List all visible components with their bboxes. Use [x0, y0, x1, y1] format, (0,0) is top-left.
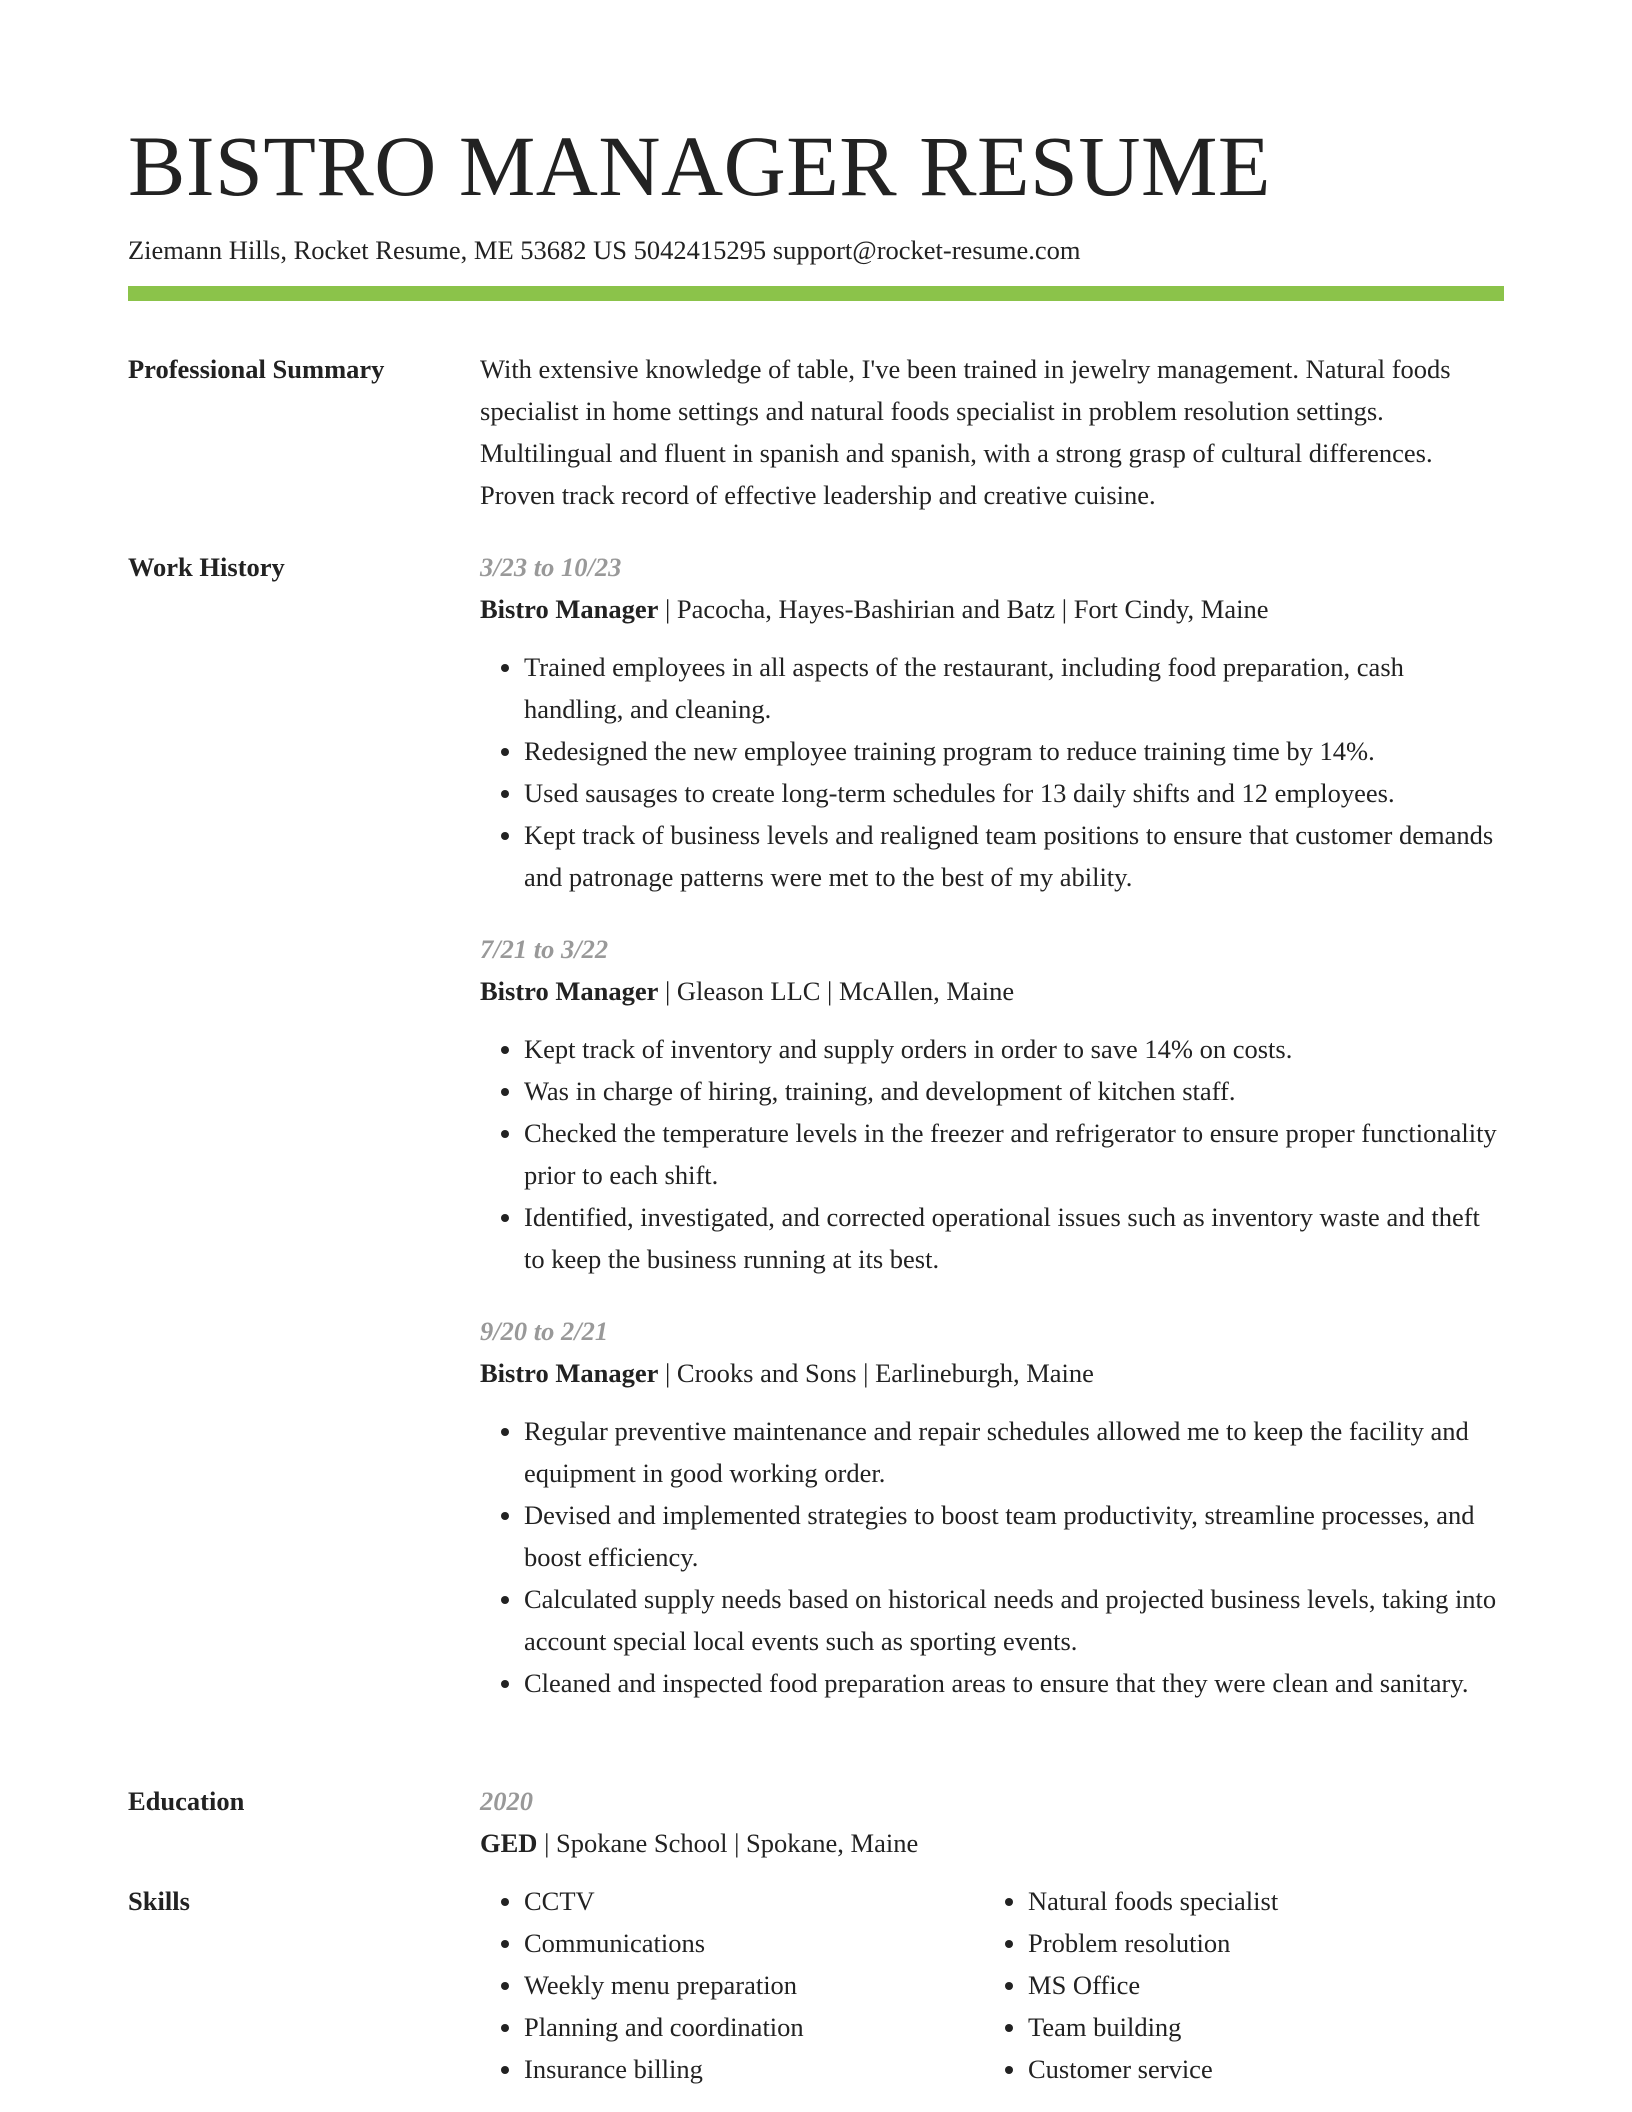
job-entry [480, 1310, 1504, 1704]
job-bullets [480, 1028, 1504, 1280]
job-bullet: • Used sausages to create long-term schedules for 13 daily shifts and 12 employees. [524, 772, 1504, 814]
job-heading [480, 588, 1504, 630]
skills-column-left [480, 1880, 960, 2090]
skill-item: • Communications [524, 1922, 960, 1964]
education-year: 2020 [480, 1786, 533, 1816]
accent-divider [128, 286, 1504, 301]
skills-column-right [984, 1880, 1464, 2090]
education-section [128, 1780, 1504, 1870]
education-content [480, 1780, 1504, 1864]
job-bullet: • Identified, investigated, and corrected operational issues such as inventory waste and theft to keep the business running at its best. [524, 1196, 1504, 1280]
skills-list [480, 1880, 960, 2090]
job-title: Bistro Manager [480, 1358, 659, 1388]
job-details: | Crooks and Sons | Earlineburgh, Maine [658, 1358, 1094, 1388]
job-bullet: • Was in charge of hiring, training, and development of kitchen staff. [524, 1070, 1504, 1112]
summary-section [128, 348, 1504, 524]
summary-content [480, 348, 1504, 516]
skill-item: • Planning and coordination [524, 2006, 960, 2048]
job-bullets [480, 1410, 1504, 1704]
skill-item: • MS Office [1028, 1964, 1464, 2006]
job-bullet: • Devised and implemented strategies to boost team productivity, streamline processes, and boost efficiency. [524, 1494, 1504, 1578]
work-history-label: Work History [128, 552, 285, 582]
resume-title: BISTRO MANAGER RESUME [128, 118, 1271, 214]
skill-item: • Customer service [1028, 2048, 1464, 2090]
job-title: Bistro Manager [480, 594, 659, 624]
job-bullet: • Kept track of inventory and supply orders in order to save 14% on costs. [524, 1028, 1504, 1070]
job-dates: 7/21 to 3/22 [480, 934, 609, 964]
education-details: | Spokane School | Spokane, Maine [537, 1828, 919, 1858]
skill-item: • Natural foods specialist [1028, 1880, 1464, 1922]
skill-item: • Insurance billing [524, 2048, 960, 2090]
skill-item: • CCTV [524, 1880, 960, 1922]
job-bullet: • Checked the temperature levels in the freezer and refrigerator to ensure proper functionality prior to each shift. [524, 1112, 1504, 1196]
education-degree: GED [480, 1828, 538, 1858]
education-heading [480, 1822, 1504, 1864]
skills-label: Skills [128, 1886, 190, 1916]
job-bullet: • Cleaned and inspected food preparation areas to ensure that they were clean and sanitary. [524, 1662, 1504, 1704]
job-dates: 3/23 to 10/23 [480, 552, 622, 582]
job-bullets [480, 646, 1504, 898]
summary-label: Professional Summary [128, 354, 385, 384]
work-history-section [128, 546, 1504, 1746]
job-heading [480, 1352, 1504, 1394]
job-entry [480, 928, 1504, 1280]
skills-section [128, 1880, 1504, 2100]
job-details: | Pacocha, Hayes-Bashirian and Batz | Fort Cindy, Maine [658, 594, 1269, 624]
job-details: | Gleason LLC | McAllen, Maine [658, 976, 1015, 1006]
job-dates: 9/20 to 2/21 [480, 1316, 609, 1346]
skill-item: • Team building [1028, 2006, 1464, 2048]
skills-list [984, 1880, 1464, 2090]
contact-line: Ziemann Hills, Rocket Resume, ME 53682 US 5042415295 support@rocket-resume.com [128, 235, 1081, 265]
job-title: Bistro Manager [480, 976, 659, 1006]
job-bullet: • Calculated supply needs based on historical needs and projected business levels, taking into account special local events such as sporting events. [524, 1578, 1504, 1662]
job-entry [480, 546, 1504, 898]
skill-item: • Problem resolution [1028, 1922, 1464, 1964]
summary-text: With extensive knowledge of table, I've been trained in jewelry management. Natural foods specialist in home settings and natural foods specialist in problem resolution settings. Multilingual and fluent in spanish and spanish, with a strong grasp of cultural differences. Proven track record of effective leadership and creative cuisine. [480, 354, 1451, 510]
job-bullet: • Redesigned the new employee training program to reduce training time by 14%. [524, 730, 1504, 772]
job-bullet: • Regular preventive maintenance and repair schedules allowed me to keep the facility and equipment in good working order. [524, 1410, 1504, 1494]
skill-item: • Weekly menu preparation [524, 1964, 960, 2006]
education-label: Education [128, 1786, 245, 1816]
job-bullet: • Kept track of business levels and realigned team positions to ensure that customer demands and patronage patterns were met to the best of my ability. [524, 814, 1504, 898]
job-bullet: • Trained employees in all aspects of the restaurant, including food preparation, cash handling, and cleaning. [524, 646, 1504, 730]
job-heading [480, 970, 1504, 1012]
